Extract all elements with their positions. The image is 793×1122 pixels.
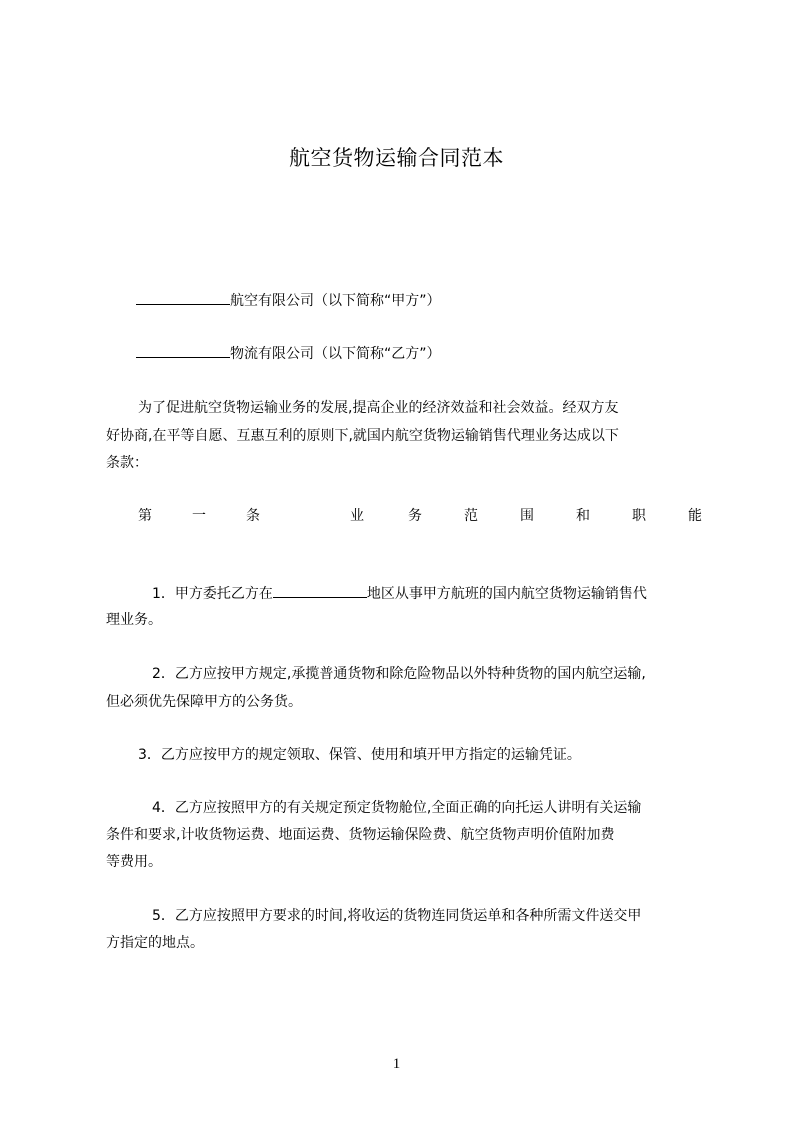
clause-1-line-1	[152, 583, 647, 604]
article-1-heading	[138, 505, 704, 525]
clause-3-line-1: 3．乙方应按甲方的规定领取、保管、使用和填开甲方指定的运输凭证。	[138, 747, 581, 763]
preamble-line-3: 条款：	[106, 455, 148, 471]
clause-4-line-2: 条件和要求,计收货物运费、地面运费、货物运输保险费、航空货物声明价值附加费	[106, 827, 615, 843]
preamble-line-1: 为了促进航空货物运输业务的发展,提高企业的经济效益和社会效益。经双方友	[138, 400, 619, 416]
heading-char: 务	[408, 508, 422, 524]
clause-5-line-2: 方指定的地点。	[106, 935, 204, 951]
party-a-blank[interactable]	[136, 290, 230, 305]
clause-1-suffix: 地区从事甲方航班的国内航空货物运输销售代	[366, 586, 647, 602]
heading-char: 第	[138, 508, 152, 524]
party-a-line	[136, 290, 441, 311]
heading-char: 一	[192, 508, 206, 524]
heading-char: 能	[688, 508, 702, 524]
heading-char: 职	[632, 508, 646, 524]
heading-char: 和	[576, 508, 590, 524]
clause-4-line-1: 4．乙方应按照甲方的有关规定预定货物舱位,全面正确的向托运人讲明有关运输	[152, 800, 642, 816]
clause-2-line-1: 2．乙方应按甲方规定,承揽普通货物和除危险物品以外特种货物的国内航空运输,	[152, 666, 646, 682]
clause-2-line-2: 但必须优先保障甲方的公务货。	[106, 694, 302, 710]
preamble-line-2: 好协商,在平等自愿、互惠互利的原则下,就国内航空货物运输销售代理业务达成以下	[106, 428, 619, 444]
clause-5-line-1: 5．乙方应按照甲方要求的时间,将收运的货物连同货运单和各种所需文件送交甲	[152, 908, 642, 924]
heading-char: 业	[350, 508, 364, 524]
clause-4-line-3: 等费用。	[106, 854, 162, 870]
heading-char: 围	[520, 508, 534, 524]
party-b-text: 物流有限公司（以下简称“乙方”）	[230, 346, 441, 362]
page-number: 1	[392, 1056, 401, 1072]
clause-1-blank[interactable]	[273, 583, 367, 598]
heading-char: 条	[246, 508, 260, 524]
party-b-blank[interactable]	[136, 343, 230, 358]
party-b-line	[136, 343, 441, 364]
heading-char: 范	[464, 508, 478, 524]
party-a-text: 航空有限公司（以下简称“甲方”）	[230, 293, 441, 309]
clause-1-prefix: 1．甲方委托乙方在	[152, 586, 273, 602]
document-title: 航空货物运输合同范本	[289, 146, 504, 170]
clause-1-line-2: 理业务。	[106, 612, 162, 628]
